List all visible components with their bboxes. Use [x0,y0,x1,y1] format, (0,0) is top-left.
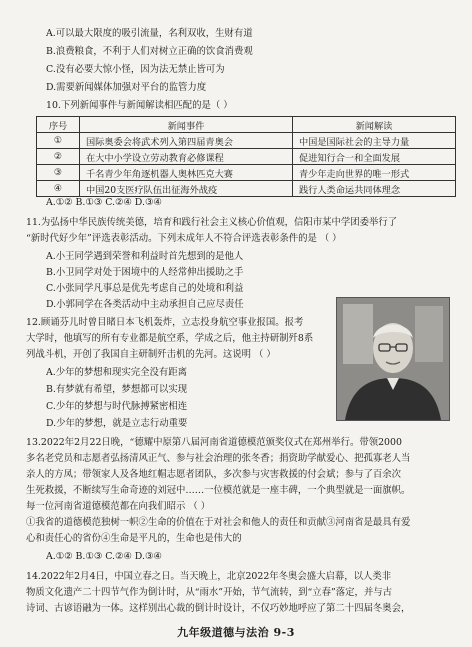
q12-option-b: B.有梦就有希望，梦想都可以实现 [46,384,188,395]
table-cell: 千名青少年角逐机器人奥林匹克大赛 [80,165,293,181]
q12-option-d: D.少年的梦想，就是立志行动重要 [46,418,188,429]
q12-stem-line: 大学时，他填写的所有专业都是航空系，学成之后，他主持研制歼8系 [26,333,314,344]
q13-options: A.①② B.①③ C.②④ D.③④ [46,551,162,562]
portrait-illustration [337,298,449,420]
q13-stem-line: 每一位河南省道德模范都在向我们昭示 （ ） [26,501,211,512]
table-cell: 促进知行合一和全面发展 [293,149,456,165]
page-footer: 九年级道德与法治 9-3 [177,626,295,639]
table-row [37,181,456,197]
q10-news-table [36,116,456,197]
q14-stem-line: 诗词、古谚语融为一体。这样别出心裁的倒计时设计，不仅巧妙地呼应了第二十四届冬奥会， [26,603,411,614]
q11-option-c: C.小张同学凡事总是优先考虑自己的处境和利益 [46,283,244,294]
table-cell: 国际奥委会将武术列入第四届青奥会 [80,133,293,149]
q11-option-a: A.小王同学遇到荣誉和利益时首先想到的是他人 [46,251,244,262]
table-cell: ③ [37,165,80,181]
q10-stem: 10.下列新闻事件与新闻解读相匹配的是（ ） [46,100,233,111]
table-cell: 践行人类命运共同体理念 [293,181,456,197]
header-cell: 序号 [37,117,80,133]
q12-option-c: C.少年的梦想与时代脉搏紧密相连 [46,401,188,412]
table-cell: ① [37,133,80,149]
q11-stem-line: 11.为弘扬中华民族传统美德，培育和践行社会主义核心价值观，信阳市某中学团委举行了 [26,217,398,228]
q12-stem-line: 12.顾诵芬儿时曾目睹日本飞机轰炸，立志投身航空事业报国。报考 [26,317,304,328]
q13-stem-line: ①我省的道德模范独树一帜②生命的价值在于对社会和他人的责任和贡献③河南省是最具有爱 [26,517,411,528]
q11-stem-line: “新时代好少年”评选表彰活动。下列未成年人不符合评选表彰条件的是 （ ） [26,233,342,244]
q14-stem-line: 14.2022年2月4日，中国立春之日。当天晚上，北京2022年冬奥会盛大启幕，以人类非 [26,571,392,582]
table-cell: ④ [37,181,80,197]
q13-stem-line: 多名老党员和志愿者弘扬清风正气、参与社会治理的张冬香；捐资助学献爱心、把孤寡老人当 [26,453,411,464]
q10-options: A.①② B.①③ C.②④ D.③④ [46,197,162,208]
option-b: B.浪费粮食，不利于人们对树立正确的饮食消费观 [46,46,253,57]
q13-stem-line: 13.2022年2月22日晚，“德耀中原第八届河南省道德模范颁奖仪式在郑州举行。带领2000 [26,437,402,448]
header-cell: 新闻事件 [80,117,293,133]
table-cell: 中国是国际社会的主导力量 [293,133,456,149]
q12-option-a: A.少年的梦想和现实完全没有距离 [46,367,188,378]
q13-stem-line: 亲人的方凤；带领家人及各地红帽志愿者团队，多次参与灾害救援的付会斌；参与了百余次 [26,469,402,480]
header-cell: 新闻解读 [293,117,456,133]
table-cell: 青少年走向世界的唯一形式 [293,165,456,181]
table-row [37,165,456,181]
portrait-photo [336,297,450,421]
q14-stem-line: 物质文化遗产二十四节气作为倒计时，从“雨水”开始，节气流转，到“立春”落定，并与古 [26,587,393,598]
table-header-row [37,117,456,133]
option-d: D.需要新闻媒体加强对平台的监管力度 [46,82,207,93]
table-row [37,133,456,149]
q11-option-b: B.小卫同学对处于困境中的人经常伸出援助之手 [46,267,244,278]
table-cell: 中国20支医疗队伍出征海外战疫 [80,181,293,197]
option-c: C.没有必要大惊小怪，因为法无禁止皆可为 [46,64,225,75]
q13-stem-line: 心和责任心的省份④生命是平凡的，生命也是伟大的 [26,533,242,544]
q13-stem-line: 生死救援，不断续写生命奇迹的刘冠中……一位模范就是一座丰碑，一个典型就是一面旗帜。 [26,485,411,496]
q12-stem-line: 列战斗机，开创了我国自主研制歼击机的先河。这说明 （ ） [26,349,276,360]
option-a: A.可以最大限度的吸引流量，名利双收，生财有道 [46,28,253,39]
table-cell: ② [37,149,80,165]
table-row [37,149,456,165]
table-cell: 在大中小学设立劳动教育必修课程 [80,149,293,165]
q11-option-d: D.小郭同学在各类活动中主动承担自己应尽责任 [46,299,244,310]
